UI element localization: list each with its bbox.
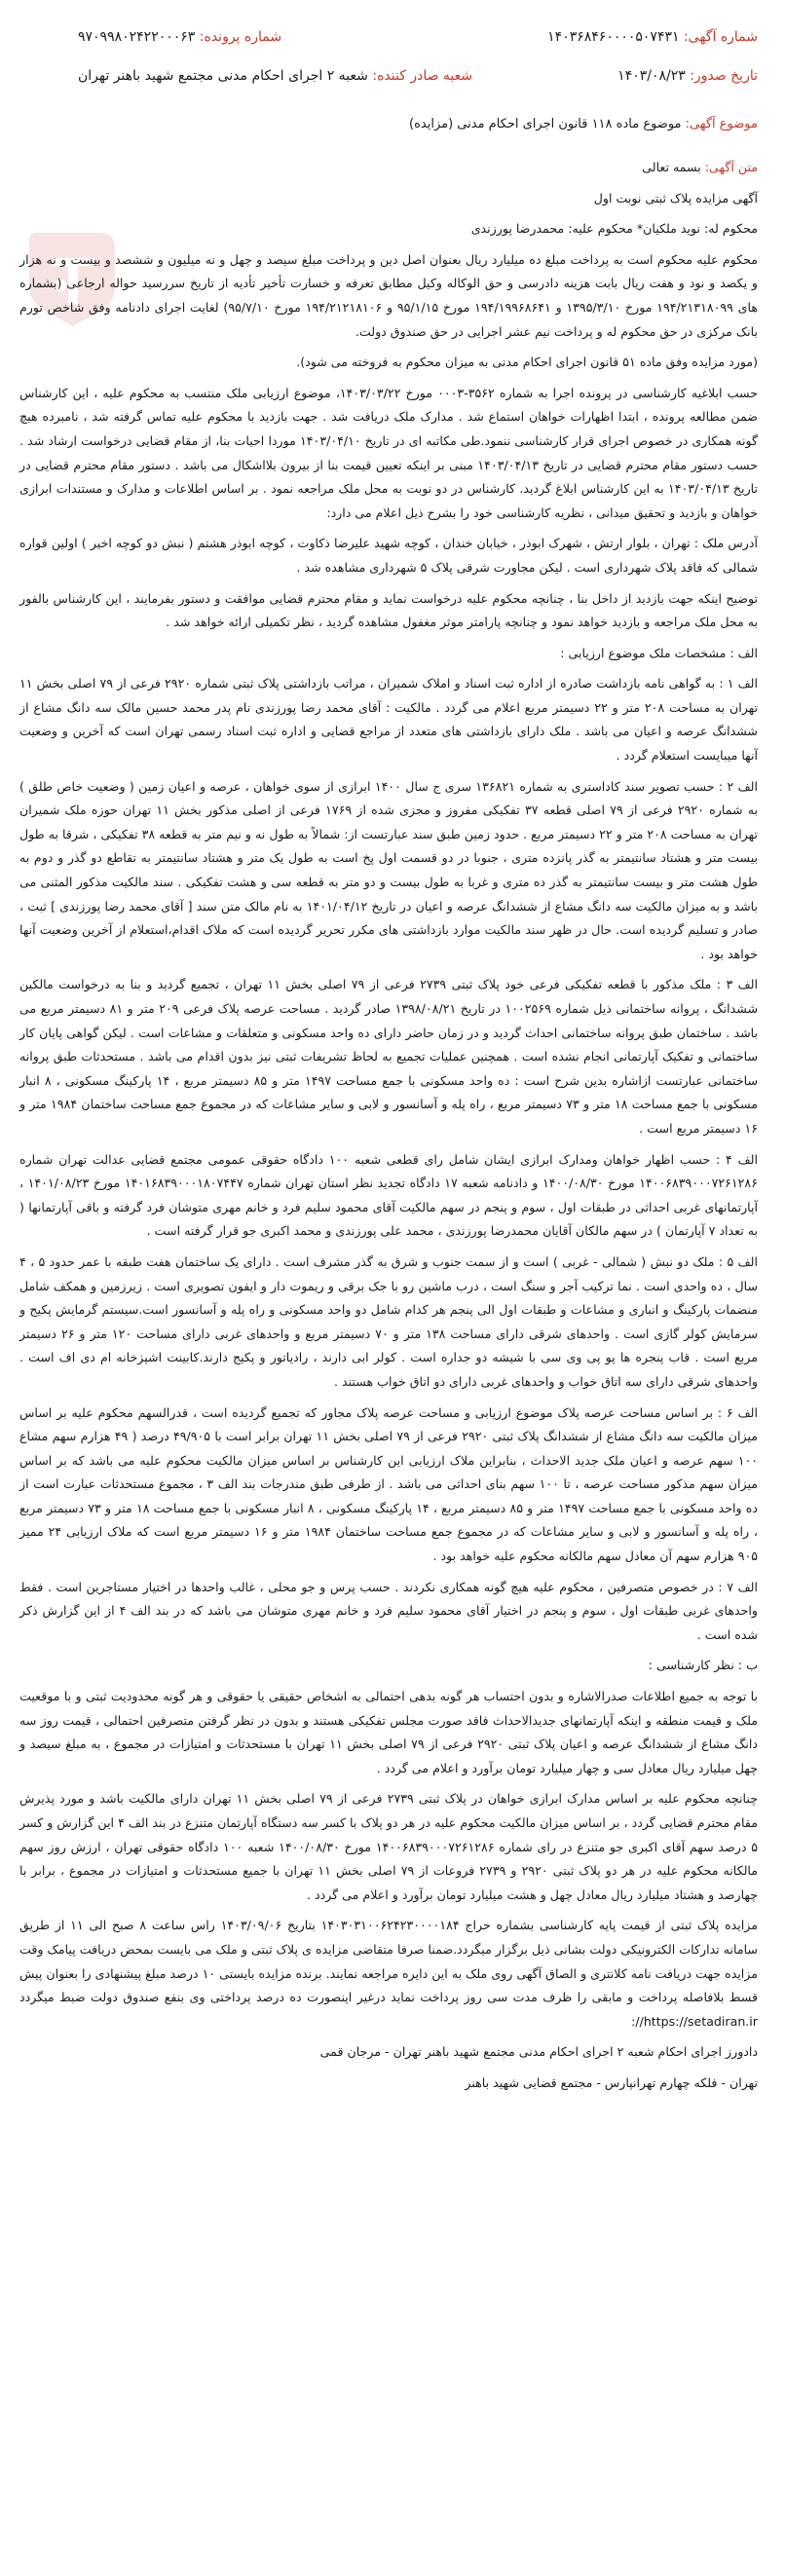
paragraph-a4: الف ۴ : حسب اظهار خواهان ومدارک ابرازی ایشان شامل رای قطعی شعبه ۱۰۰ دادگاه حقوقی عمومی مجتمع قضایی عدالت تهران شماره ۱۴۰۰۶۸۳۹۰۰۰۷۲۶۱۲۸۶ مورخ ۱۴۰۰/۰۸/۳۰ و دادنامه شعبه ۱۷ دادگاه تجدید نظر استان تهران شماره ۱۴۰۱۶۸۳۹۰۰۰۱۸۰۷۴۴۷ مورخ ۱۴۰۱/۰۸/۲۳ ، آپارتمانهای غربی احداثی در طبقات اول ، سوم و پنجم در سهم مالکیت آقای محمود سلیم فرد و خانم مهری متوشان فرد گرفته و باقی آپارتمانها ( به تعداد ۷ آپارتمان ) در سهم مالکان آقایان محمدرضا پورزندی ، محمد علی پورزندی و محمد اکبری جو قرار گرفته است . bbox=[19, 1151, 758, 1239]
paragraph-a1: الف ۱ : به گواهی نامه بازداشت صادره از اداره ثبت اسناد و املاک شمیران ، مراتب بازداشتی پلاک ثبتی شماره ۲۹۲۰ فرعی از ۷۹ اصلی بخش ۱۱ تهران به مساحت ۲۰۸ متر و ۲۲ دسیمتر مربع اعلام می گردد . مالکیت : آقای محمد رضا پورزندی نام پدر محمد حسین مالک سه دانگ مشاع از ششدانگ عرصه و اعیان می باشد . ملک دارای بازداشتی های متعدد از مراجع قضایی و اداره ثبت اسناد رسمی تهران است که آخرین و وضعیت آنها میبایست استعلام گردد . bbox=[19, 676, 758, 764]
paragraph-sale-basis: (مورد مزایده وفق ماده ۵۱ قانون اجرای احکام مدنی به میزان محکوم به فروخته می شود). bbox=[296, 355, 758, 370]
header-row-numbers bbox=[19, 29, 758, 45]
address-line: تهران - فلکه چهارم تهرانپارس - مجتمع قضایی شهید باهنر bbox=[465, 2074, 758, 2090]
section-a-heading: الف : مشخصات ملک موضوع ارزیابی : bbox=[560, 645, 758, 660]
subject-text: موضوع ماده ۱۱۸ قانون اجرای احکام مدنی (مزایده) bbox=[409, 117, 682, 131]
paragraph-a6: الف ۶ : بر اساس مساحت عرصه پلاک موضوع ارزیابی و مساحت عرصه پلاک مجاور که تجمیع گردیده است ، قدرالسهم محکوم علیه بر اساس میزان مالکیت سه دانگ مشاع از ششدانگ پلاک ثبتی ۲۹۲۰ فرعی از ۷۹ اصلی بخش ۱۱ تهران برابر است با ۴۹/۹۰۵ درصد ( ۴۹ هزارم سهم مشاع ۱۰۰ سهم عرصه و اعیان ملک جدید الاحداث ، بنابراین ملاک ارزیابی این کارشناس بر اساس میزان مالکیت محکوم علیه می باشد که بر اساس میزان سهم مذکور مساحت عرصه ، تا ۱۰۰ سهم بنای احداثی می باشد . از طرفی طبق مندرجات بند الف ۳ ، مجموع مستحدثات عبارت است از ده واحد مسکونی با جمع مساحت ۱۴۹۷ متر و ۸۵ دسیمتر مربع ، ۱۴ پارکینگ مسکونی ، ۸ انبار مسکونی با جمع مساحت ۱۸ متر و ۷۳ دسیمتر مربع ، راه پله و آسانسور و لابی و سایر مشاعات که در مجموع جمع مساحت ساختمان ۱۹۸۴ متر و ۱۶ دسیمتر مربع است که ملاک ارزیابی ۲۴ ممیز ۹۰۵ هزارم سهم آن معادل سهم مالکانه محکوم علیه خواهد بود . bbox=[19, 1404, 759, 1564]
header-row-date-issuer bbox=[19, 68, 758, 84]
paragraph-judgment: محکوم علیه محکوم است به پرداخت مبلغ ده میلیارد ریال بعنوان اصل دین و پرداخت مبلغ سیصد و چهل و نه میلیون و ششصد و بیست و نه هزار و یکصد و نود و هفت ریال بابت هزینه دادرسی و حق الوکاله وکیل مطابق تعرفه و خسارت تأخیر تأدیه از تاریخ سررسید حواله ارجاعی (بشماره های ۱۹۴/۲۱۳۱۸۰۹۹ مورخ ۱۳۹۵/۳/۱۰ و ۱۹۴/۱۹۹۶۸۶۴۱ مورخ ۹۵/۱/۱۵ و ۱۹۴/۲۱۲۱۸۱۰۶ مورخ ۹۵/۷/۱۰) لغایت اجرای دادنامه وفق شاخص تورم بانک مرکزی در حق محکوم له و پرداخت نیم عشر اجرایی در حق صندوق دولت. bbox=[19, 251, 758, 339]
paragraph-visit-note: توضیح اینکه جهت بازدید از داخل بنا ، چنانچه محکوم علیه درخواست نماید و مقام محترم قضایی موافقت و دستور بفرمایند ، این کارشناس بالفور به محل ملک مراجعه و بازدید خواهد نمود و چنانچه پارامتر موثر مغفول مشاهده گردید ، نظر تکمیلی ارائه خواهد شد . bbox=[19, 590, 758, 630]
issuer-group bbox=[78, 68, 472, 84]
ad-subject bbox=[409, 117, 758, 131]
print-date-label: تاریخ صدور: bbox=[690, 68, 758, 84]
case-number-group bbox=[78, 29, 281, 45]
issuer-label: شعبه صادر کننده: bbox=[372, 68, 473, 84]
paragraph-address: آدرس ملک : تهران ، بلوار ارتش ، شهرک ابوذر ، خیابان خندان ، کوچه شهید علیرضا ذکاوت ، کوچه ابوذر هشتم ( نبش دو کوچه اخیر ) اولین قواره شمالی که فاقد پلاک شهرداری است . لیکن مجاورت شرقی پلاک ۵ شهرداری مشاهده شد . bbox=[19, 536, 758, 575]
basmala: بسمه تعالی bbox=[642, 160, 701, 174]
case-number-label: شماره پرونده: bbox=[199, 29, 282, 45]
paragraph-a7: الف ۷ : در خصوص متصرفین ، محکوم علیه هیچ گونه همکاری نکردند . حسب پرس و جو محلی ، غالب واحدها در اختیار مستاجرین است . فقط واحدهای غربی طبقات اول ، سوم و پنجم در اختیار آقای محمود سلیم فرد و خانم مهری متوشان می باشد که در بند الف ۴ از این گزارش ذکر شده است . bbox=[19, 1579, 758, 1642]
subject-label: موضوع آگهی: bbox=[685, 117, 758, 131]
paragraph-auction-terms: مزایده پلاک ثبتی از قیمت پایه کارشناسی بشماره حراج ۱۴۰۳۰۳۱۰۰۶۲۴۲۳۰۰۰۰۱۸۴ بتاریخ ۱۴۰۳/۰۹/۰۶ راس ساعت ۸ صبح الی ۱۱ از طریق سامانه تدارکات الکترونیکی دولت بشانی ذیل برگزار میگردد.ضمنا صرفا متقاضی مزایده ی پلاک ثبتی و ملک می بایست بمحض دریافت پیامک وقت مزایده جهت دریافت نامه کلانتری و الصاق آگهی روی ملک به این دایره مراجعه نمایند. برنده مزایده بایستی ۱۰ درصد مبلغ پیشنهادی را بعنوان پیش قسط بلافاصله پرداخت و مابقی را ظرف مدت سی روز پرداخت نماید درغیر اینصورت ده درصد پرداختی وی بنفع صندوق دولت ضبط میگردد https://setadiran.ir//: bbox=[19, 1918, 758, 2029]
paragraph-a3: الف ۳ : ملک مذکور با قطعه تفکیکی فرعی خود پلاک ثبتی ۲۷۳۹ فرعی از ۷۹ اصلی بخش ۱۱ تهران ، تجمیع گردید و بنا به درخواست مالکین ششدانگ ، پروانه ساختمانی ذیل شماره ۱۰۰۲۵۶۹ در تاریخ ۱۳۹۸/۰۸/۲۱ صادر گردید . مساحت عرصه پلاک فرعی ۲۰۹ متر و ۸۱ دسیمتر مربع می باشد . ساختمان طبق پروانه ساختمانی احداث گردید و در زمان حاضر دارای ده واحد مسکونی و متعلقات و مشاعات است . لیکن گواهی پایان کار ساختمانی و تفکیک آپارتمانی انجام نشده است . همچنین عملیات تجمیع به لحاظ تشریفات ثبتی نیز بدون اقدام می باشد . مستحدثات طبق پروانه ساختمانی عبارتست ازاشاره بدین شرح است : ده واحد مسکونی با جمع مساحت ۱۴۹۷ متر و ۸۵ دسیمتر مربع ، ۱۴ پارکینگ مسکونی ، ۸ انبار مسکونی با جمع مساحت ۱۸ متر و ۷۳ دسیمتر مربع ، راه پله و آسانسور و لابی و سایر مشاعات که در مجموع جمع مساحت ساختمان ۱۹۸۴ متر و ۱۶ دسیمتر مربع است . bbox=[19, 977, 759, 1136]
ad-text-label: متن آگهی: بسمه تعالی bbox=[642, 160, 758, 174]
signature-line: دادورز اجرای احکام شعبه ۲ اجرای احکام مدنی مجتمع شهید باهنر تهران - مرجان قمی bbox=[319, 2044, 758, 2060]
ad-number: ۱۴۰۳۶۸۴۶۰۰۰۰۵۰۷۴۳۱ bbox=[547, 29, 680, 45]
paragraph-expert-opinion: با توجه به جمیع اطلاعات صدرالاشاره و بدون احتساب هر گونه بدهی احتمالی به اشخاص حقیقی یا حقوقی و هر گونه محدودیت ثبتی و با موقعیت ملک و قیمت منطقه و اینکه آپارتمانهای جدیدالاحداث فاقد صورت مجلس تفکیکی هستند و بدون در نظر گرفتن متصرفین احتمالی ، قیمت روز سه دانگ مشاع از ششدانگ عرصه و اعیان پلاک ثبتی ۲۹۲۰ فرعی از ۷۹ اصلی بخش ۱۱ تهران با مستحدثات و امتیازات در مجموع ، به مبلغ سیصد و چهل میلیارد ریال معادل سی و چهار میلیارد تومان برآورد و اعلام می گردد . bbox=[19, 1689, 758, 1775]
paragraph-conditional-opinion: چنانچه محکوم علیه بر اساس مدارک ابرازی خواهان در پلاک ثبتی ۲۷۳۹ فرعی از ۷۹ اصلی بخش ۱۱ تهران دارای مالکیت باشد و مورد پذیرش مقام محترم قضایی گردد ، بر اساس میزان مالکیت محکوم علیه در هر دو پلاک با کسر سه دستگاه آپارتمان متنزع در بند الف ۴ این گزارش و کسر ۵ درصد سهم آقای اکبری جو متنزع در رای شماره ۱۴۰۰۶۸۳۹۰۰۰۷۲۶۱۲۸۶ مورخ ۱۴۰۰/۰۸/۳۰ شعبه ۱۰۰ دادگاه حقوقی تهران ، ارزش روز سهم مالکانه محکوم علیه در هر دو پلاک ثبتی ۲۹۲۰ و ۲۷۳۹ فروعات از ۷۹ اصلی بخش ۱۱ تهران با جمیع مستحدثات و امتیازات در مجموع ، برابر با چهارصد و هشتاد میلیارد ریال معادل چهل و هشت میلیارد تومان برآورد و اعلام می گردد . bbox=[19, 1791, 758, 1902]
paragraph-a5: الف ۵ : ملک دو نبش ( شمالی - غربی ) است و از سمت جنوب و شرق به گذر مشرف است . دارای یک ساختمان هفت طبقه با عمر حدود ۵ ، ۴ سال ، ده واحدی است . نما ترکیب آجر و سنگ است ، درب ماشین رو با جک برقی و ریموت دار و ایفون تصویری است . زیرزمین و همکف شامل منضمات پارکینگ و انباری و مشاعات و طبقات اول الی پنجم هر کدام شامل دو واحد مسکونی و راه پله و آسانسور است.سیستم گرمایش پکیج و سرمایش کولر گازی است . واحدهای شرقی دارای مساحت ۱۳۸ متر و ۷۰ دسیمتر مربع و واحدهای غربی دارای مساحت ۱۲۰ متر و ۲۶ دسیمتر مربع است . قاب پنجره ها پو پی وی سی با شیشه دو جداره است . کولر ابی دارند ، رادیاتور و پکیج دارند.کابینت اشپزخانه ام دی اف است . واحدهای شرقی دارای سه اتاق خواب و واحدهای غربی دارای دو اتاق خواب هستند . bbox=[19, 1253, 758, 1389]
ad-content bbox=[19, 156, 758, 2103]
print-date: ۱۴۰۳/۰۸/۲۳ bbox=[617, 68, 686, 84]
issuer: شعبه ۲ اجرای احکام مدنی مجتمع شهید باهنر تهران bbox=[78, 68, 368, 84]
ad-title: آگهی مزایده پلاک ثبتی نوبت اول bbox=[593, 190, 758, 205]
paragraph-expert-notice: حسب ابلاغیه کارشناسی در پرونده اجرا به شماره ۳۵۶۲-۰۰۰۳ مورخ ۱۴۰۳/۰۳/۲۲، موضوع ارزیابی ملک منتسب به محکوم علیه ، این کارشناس ضمن مطالعه پرونده ، ابتدا اظهارات خواهان استماع شد . مدارک ملک دریافت شد . جهت بازدید با محکوم علیه تماس گرفته شد ، نامبرده هیچ گونه همکاری در خصوص اجرای قرار کارشناسی ننمود.طی مکاتبه ای در تاریخ ۱۴۰۳/۰۴/۱۰ موردا احیات بنا، از مقام قضایی درخواست ارشاد شد . حسب دستور مقام محترم قضایی در تاریخ ۱۴۰۳/۰۴/۱۳ مبنی بر اینکه تعیین قیمت بنا از بیرون بلااشکال می باشد . دستور مقام محترم قضایی در تاریخ ۱۴۰۳/۰۴/۱۳ به این کارشناس ابلاغ گردید. کارشناس در دو نوبت به محل ملک مراجعه نمود . بر اساس اطلاعات و مدارک و مستندات ابرازی خواهان و بازدید و تحقیق میدانی ، نظریه کارشناسی خود را بشرح ذیل اعلام می دارد: bbox=[19, 385, 759, 520]
ad-number-label: شماره آگهی: bbox=[683, 29, 758, 45]
parties: محکوم له: نوید ملکیان* محکوم علیه: محمدرضا پورزندی bbox=[470, 221, 758, 237]
ad-header bbox=[19, 0, 758, 146]
section-b-heading: ب : نظر کارشناسی : bbox=[648, 1658, 758, 1673]
case-number: ۹۷۰۹۹۸۰۲۴۲۲۰۰۰۶۳ bbox=[78, 29, 196, 45]
paragraph-a2: الف ۲ : حسب تصویر سند کاداستری به شماره ۱۳۶۸۲۱ سری ج سال ۱۴۰۰ ابرازی از سوی خواهان ، عرصه و اعیان زمین ( وضعیت خاص طلق ) به شماره ۲۹۲۰ فرعی از ۷۹ اصلی قطعه ۳۷ تفکیکی مفروز و مجزی شده از ۱۷۶۹ فرعی از اصلی مذکور بخش ۱۱ تهران حوزه ملک شمیران تهران به مساحت ۲۰۸ متر و ۲۲ دسیمتر مربع . حدود زمین طبق سند عبارتست از: شمالاً به طول نه و نیم متر به قطعه ۳۸ تفکیکی ، شرقا به طول بیست متر و هشتاد سانتیمتر به گذر پانزده متری ، جنوبا در دو قسمت اول پخ است به طول یک متر و هشتاد سانتیمتر به تقاطع دو گذر و دوم به طول هشت متر و بیست سانتیمتر به گذر ده متری و غربا به طول بیست و دو متر به قطعه سی و هشت تفکیکی . سند مالکیت مذکور المثنی می باشد و به میزان مالکیت سه دانگ مشاع از ششدانگ عرصه و اعیان در تاریخ ۱۴۰۱/۰۴/۱۲ به نام مالک متن سند [ آقای محمد رضا پورزندی ] ثبت ، صادر و تسلیم گردیده است. حال در ظهر سند مالکیت موارد بازداشتی های مکرر تحریر گردیده است که ملاک اقدام،استعلام از آخرین وضعیت آنها خواهد بود . bbox=[19, 778, 758, 961]
